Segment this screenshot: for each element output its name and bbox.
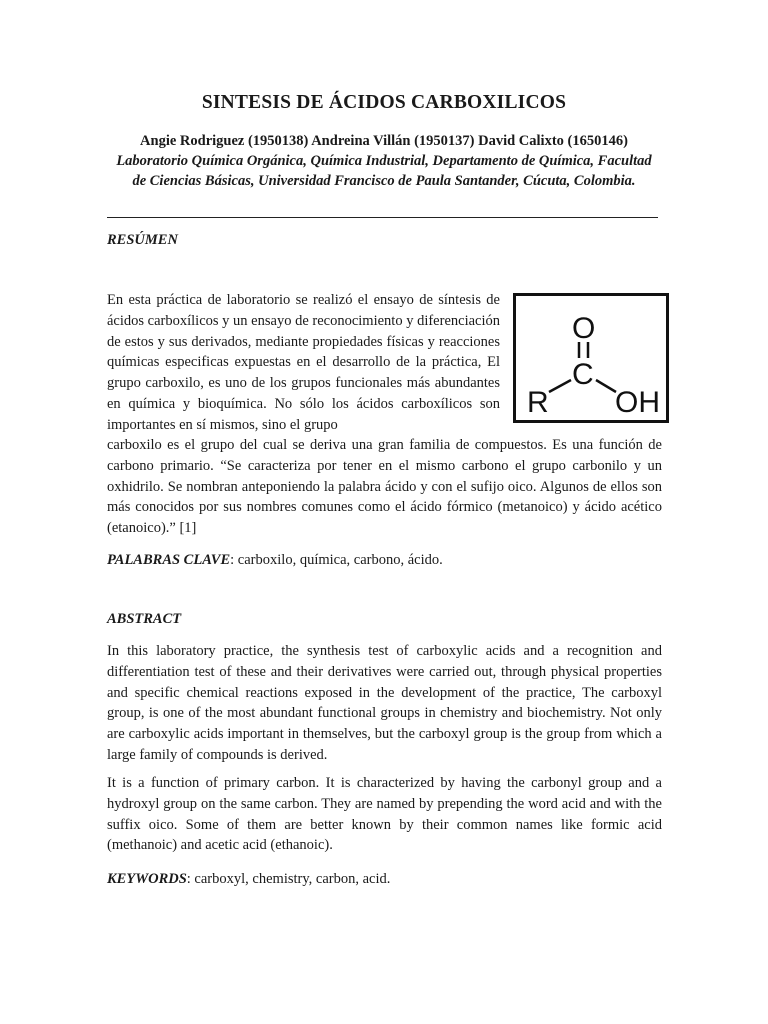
- atom-carbon-label: C: [572, 358, 594, 391]
- palabras-clave-values: : carboxilo, química, carbono, ácido.: [230, 552, 443, 568]
- keywords-values: : carboxyl, chemistry, carbon, acid.: [186, 871, 391, 887]
- affiliation: Laboratorio Química Orgánica, Química Industrial, Departamento de Química, Facultad de Ciencias Básicas, Universidad Francisco de Paula Santander, Cúcuta, Colombia.: [116, 153, 652, 189]
- atom-hydroxyl-label: OH: [615, 386, 660, 419]
- abstract-paragraph-1: In this laboratory practice, the synthesis test of carboxylic acids and a recognition and differentiation test of these and their derivatives were carried out, through physical properties and specific chemical reactions exposed in the development of the practice, The carboxyl group, is one of the most abundant functional groups in chemistry and biochemistry. Not only are carboxylic acids important in themselves, but the carboxyl group is the group from which a large family of compounds is derived.: [107, 643, 662, 763]
- author-list: Angie Rodriguez (1950138) Andreina Villán (1950137) David Calixto (1650146): [140, 133, 628, 149]
- carboxyl-structure-diagram: [516, 296, 666, 420]
- resumen-heading: RESÚMEN: [107, 232, 178, 248]
- palabras-clave-label: PALABRAS CLAVE: [107, 552, 231, 568]
- keywords-line: [107, 869, 662, 890]
- palabras-clave-line: [107, 550, 662, 571]
- resumen-paragraph-part1: En esta práctica de laboratorio se realizó el ensayo de síntesis de ácidos carboxílicos y un ensayo de reconocimiento y diferenciación de estos y sus derivados, mediante propiedades físicas y reacciones químicas especificas expuestas en el desarrollo de la práctica, El grupo carboxilo, es uno de los grupos funcionales más abundantes en química y bioquímica. No sólo los ácidos carboxílicos son importantes en sí mismos, sino el grupo: [107, 292, 500, 433]
- header-divider: [107, 217, 658, 218]
- keywords-label: KEYWORDS: [107, 871, 187, 887]
- carboxyl-structure-figure: [513, 293, 669, 423]
- atom-oxygen-label: O: [572, 312, 596, 345]
- c-r-bond: [549, 380, 571, 392]
- atom-r-label: R: [527, 386, 549, 419]
- abstract-heading: ABSTRACT: [107, 611, 182, 627]
- resumen-paragraph-part2: carboxilo es el grupo del cual se deriva una gran familia de compuestos. Es una función de carbono primario. “Se caracteriza por tener en el mismo carbono el grupo carbonilo y un oxhidrilo. Se nombran anteponiendo la palabra ácido y con el sufijo oico. Algunos de ellos son más conocidos por sus nombres comunes como el ácido fórmico (metanoico) y ácido acético (etanoico).” [1]: [107, 437, 662, 537]
- abstract-paragraph-2: It is a function of primary carbon. It is characterized by having the carbonyl group and a hydroxyl group on the same carbon. They are named by prepending the word acid and with the suffix oico. Some of them are better known by their common names like formic acid (methanoic) and acetic acid (ethanoic).: [107, 775, 662, 854]
- paper-title: SINTESIS DE ÁCIDOS CARBOXILICOS: [201, 92, 567, 113]
- c-oh-bond: [596, 380, 616, 392]
